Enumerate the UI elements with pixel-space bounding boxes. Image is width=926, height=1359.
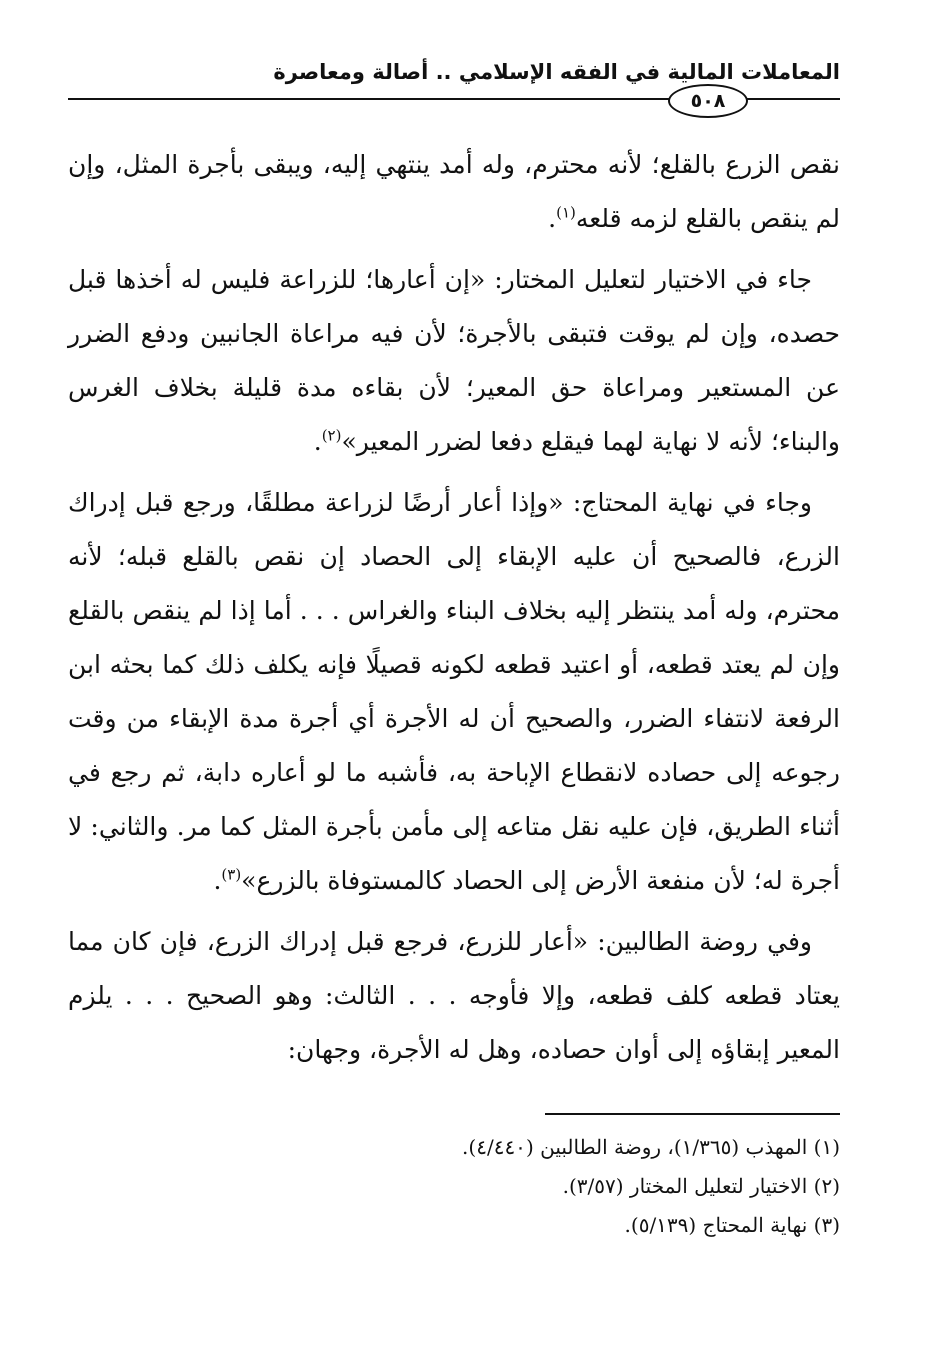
page-number: ٥٠٨	[668, 84, 748, 118]
paragraph	[68, 476, 840, 908]
paragraph	[68, 915, 840, 1077]
paragraph-end: .	[313, 427, 322, 456]
paragraph-end: .	[548, 204, 557, 233]
paragraph-text: جاء في الاختيار لتعليل المختار: «إن أعارها؛ للزراعة فليس له أخذها قبل حصده، وإن لم يوقت فتبقى بالأجرة؛ لأن فيه مراعاة الجانبين ودفع الضرر عن المستعير ومراعاة حق المعير؛ لأن بقاءه مدة قليلة بخلاف الغرس والبناء؛ لأنه لا نهاية لهما فيقلع دفعا لضرر المعير»	[68, 265, 840, 456]
footnote-ref: (٢)	[321, 426, 342, 445]
footnote-ref: (١)	[556, 203, 576, 222]
main-text	[68, 138, 840, 1084]
paragraph-text: وجاء في نهاية المحتاج: «وإذا أعار أرضًا لزراعة مطلقًا، ورجع قبل إدراك الزرع، فالصحيح أن عليه الإبقاء إلى الحصاد إن نقص بالقلع قبله؛ لأنه محترم، وله أمد ينتظر إليه بخلاف البناء والغراس . . . أما إذا لم ينقص بالقلع وإن لم يعتد قطعه، أو اعتيد قطعه لكونه قصيلًا فإنه يكلف ذلك كما بحثه ابن الرفعة لانتفاء الضرر، والصحيح أن له الأجرة أي أجرة مدة الإبقاء من وقت رجوعه إلى حصاده لانقطاع الإباحة به، فأشبه ما لو أعاره دابة، ثم رجع في أثناء الطريق، فإن عليه نقل متاعه إلى مأمن بأجرة المثل كما مر. والثاني: لا أجرة له؛ لأن منفعة الأرض إلى الحصاد كالمستوفاة بالزرع»	[68, 488, 840, 895]
paragraph-end: .	[213, 866, 222, 895]
footnote: (١) المهذب (١/٣٦٥)، روضة الطالبين (٤/٤٤٠).	[462, 1135, 840, 1159]
running-title: المعاملات المالية في الفقه الإسلامي .. أصالة ومعاصرة	[273, 60, 840, 84]
paragraph-text: نقص الزرع بالقلع؛ لأنه محترم، وله أمد ينتهي إليه، ويبقى بأجرة المثل، وإن لم ينقص بالقلع لزمه قلعه	[68, 150, 840, 233]
footnote: (٣) نهاية المحتاج (٥/١٣٩).	[624, 1213, 840, 1237]
paragraph	[68, 138, 840, 246]
paragraph-text: وفي روضة الطالبين: «أعار للزرع، فرجع قبل إدراك الزرع، فإن كان مما يعتاد قطعه كلف قطعه، وإلا فأوجه . . . الثالث: وهو الصحيح . . . يلزم المعير إبقاؤه إلى أوان حصاده، وهل له الأجرة، وجهان:	[68, 927, 840, 1064]
footnote-ref: (٣)	[221, 865, 242, 884]
footnotes	[300, 1128, 840, 1245]
paragraph	[68, 253, 840, 469]
footnote-rule	[545, 1113, 840, 1115]
footnote: (٢) الاختيار لتعليل المختار (٣/٥٧).	[562, 1174, 840, 1198]
